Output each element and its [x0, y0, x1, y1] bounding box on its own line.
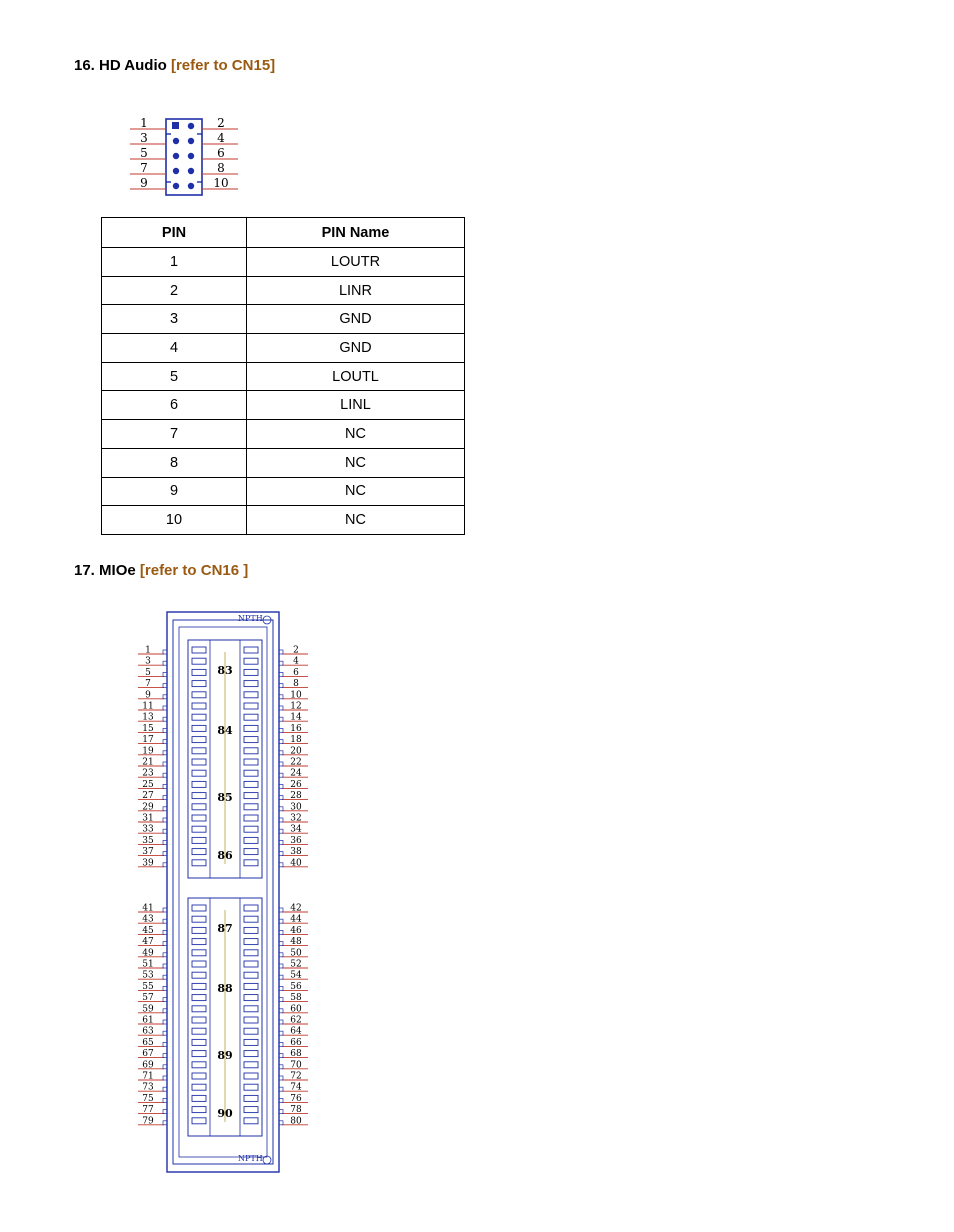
pin-1-square — [172, 122, 179, 129]
pin-label-left: 33 — [142, 824, 154, 835]
pin-name: NC — [247, 448, 465, 477]
pin-dot — [173, 183, 179, 189]
pin-tooth — [192, 916, 206, 922]
pin-label-left: 1 — [145, 645, 151, 656]
pin-label-left: 55 — [142, 981, 154, 992]
pin-label-left: 59 — [142, 1004, 154, 1015]
pin-label-left: 75 — [142, 1093, 154, 1104]
pin-label-left: 9 — [145, 690, 151, 701]
pin-tooth — [192, 950, 206, 956]
pin-label-right: 4 — [217, 131, 225, 145]
table-row — [102, 420, 465, 449]
pin-tooth — [192, 815, 206, 821]
pin-tooth — [192, 1051, 206, 1057]
pin-label-right: 54 — [290, 970, 302, 981]
pin-label-left: 49 — [142, 948, 154, 959]
pin-label-right: 74 — [290, 1082, 302, 1093]
pin-tooth — [192, 669, 206, 675]
pin-tooth — [244, 939, 258, 945]
pin-label-right: 4 — [293, 656, 299, 667]
pin-tooth — [244, 916, 258, 922]
pin-label-right: 2 — [293, 645, 299, 656]
pin-label-left: 43 — [142, 914, 154, 925]
pin-tooth — [192, 939, 206, 945]
pin-label-left: 13 — [142, 712, 154, 723]
pin-label-left: 11 — [142, 701, 154, 712]
header-pin-name: PIN Name — [247, 218, 465, 248]
pin-label-right: 40 — [290, 858, 302, 869]
pin-label-left: 1 — [140, 116, 148, 130]
pin-label-right: 14 — [290, 712, 302, 723]
pin-tooth — [192, 849, 206, 855]
mioe-connector-diagram — [130, 605, 320, 1177]
header-pin: PIN — [102, 218, 247, 248]
pin-tooth — [244, 1006, 258, 1012]
pin-label-right: 22 — [290, 757, 302, 768]
pin-tooth — [244, 681, 258, 687]
pin-tooth — [192, 759, 206, 765]
table-row — [102, 477, 465, 506]
pin-label-left: 37 — [142, 847, 154, 858]
pin-name: NC — [247, 420, 465, 449]
table-row — [102, 448, 465, 477]
pin-tooth — [192, 905, 206, 911]
pin-label-left: 61 — [142, 1015, 154, 1026]
pin-label-left: 65 — [142, 1037, 154, 1048]
center-pin-label: 86 — [217, 849, 233, 862]
pin-label-left: 3 — [140, 131, 148, 145]
pin-tooth — [192, 725, 206, 731]
pin-tooth — [244, 781, 258, 787]
table-header-row — [102, 218, 465, 248]
pin-tooth — [192, 647, 206, 653]
pin-tooth — [244, 759, 258, 765]
table-row — [102, 391, 465, 420]
pin-label-left: 69 — [142, 1060, 154, 1071]
center-pin-label: 83 — [217, 664, 233, 677]
pin-tooth — [244, 658, 258, 664]
pin-tooth — [192, 658, 206, 664]
section-17-title: MIOe — [99, 562, 136, 579]
pin-label-left: 63 — [142, 1026, 154, 1037]
pin-number: 10 — [102, 506, 247, 535]
pin-tooth — [192, 1028, 206, 1034]
pin-label-right: 78 — [290, 1105, 302, 1116]
pin-label-left: 5 — [140, 146, 148, 160]
pin-dot — [173, 168, 179, 174]
pin-tooth — [192, 927, 206, 933]
pin-label-right: 60 — [290, 1004, 302, 1015]
pin-label-right: 52 — [290, 959, 302, 970]
pin-tooth — [192, 1062, 206, 1068]
pin-name: NC — [247, 477, 465, 506]
pin-tooth — [244, 815, 258, 821]
pin-tooth — [192, 860, 206, 866]
pin-tooth — [244, 837, 258, 843]
pin-label-left: 51 — [142, 959, 154, 970]
pin-tooth — [244, 804, 258, 810]
pin-tooth — [244, 714, 258, 720]
pin-tooth — [192, 995, 206, 1001]
pin-name: GND — [247, 334, 465, 363]
pin-label-right: 58 — [290, 993, 302, 1004]
section-16-number: 16. — [74, 57, 95, 74]
pin-dot — [173, 153, 179, 159]
pin-tooth — [192, 748, 206, 754]
table-row — [102, 506, 465, 535]
pin-tooth — [244, 905, 258, 911]
pin-tooth — [244, 737, 258, 743]
pin-label-left: 39 — [142, 858, 154, 869]
pin-number: 6 — [102, 391, 247, 420]
pin-number: 8 — [102, 448, 247, 477]
pin-tooth — [244, 692, 258, 698]
pin-label-left: 71 — [142, 1071, 154, 1082]
center-pin-label: 85 — [217, 791, 233, 804]
pin-label-right: 28 — [290, 791, 302, 802]
pin-label-right: 6 — [217, 146, 225, 160]
pin-label-left: 53 — [142, 970, 154, 981]
pin-tooth — [192, 703, 206, 709]
section-16-ref: [refer to CN15] — [170, 57, 276, 74]
pin-label-right: 20 — [290, 746, 302, 757]
pin-tooth — [244, 995, 258, 1001]
table-row — [102, 334, 465, 363]
table-row — [102, 276, 465, 305]
pin-name: LOUTL — [247, 362, 465, 391]
pin-number: 1 — [102, 248, 247, 277]
table-row — [102, 248, 465, 277]
pin-tooth — [244, 647, 258, 653]
pin-label-left: 29 — [142, 802, 154, 813]
pin-tooth — [244, 793, 258, 799]
pin-tooth — [244, 1107, 258, 1113]
pin-label-right: 50 — [290, 948, 302, 959]
pin-label-left: 31 — [142, 813, 154, 824]
section-17-ref: [refer to CN16 ] — [139, 562, 249, 579]
pin-label-right: 30 — [290, 802, 302, 813]
pin-label-left: 57 — [142, 993, 154, 1004]
pin-label-left: 79 — [142, 1116, 154, 1127]
center-pin-label: 89 — [217, 1049, 233, 1062]
pin-dot — [188, 138, 194, 144]
pin-tooth — [244, 961, 258, 967]
pin-tooth — [244, 860, 258, 866]
pin-name: GND — [247, 305, 465, 334]
pin-tooth — [192, 1118, 206, 1124]
pin-label-left: 7 — [145, 679, 151, 690]
pin-label-right: 42 — [290, 903, 302, 914]
pin-tooth — [244, 770, 258, 776]
pin-dot — [173, 138, 179, 144]
pin-tooth — [192, 681, 206, 687]
connector-body — [166, 119, 202, 195]
pin-tooth — [192, 793, 206, 799]
pin-name: LOUTR — [247, 248, 465, 277]
pin-tooth — [192, 1095, 206, 1101]
center-pin-label: 84 — [217, 724, 233, 737]
pin-tooth — [244, 1118, 258, 1124]
pin-label-left: 45 — [142, 925, 154, 936]
pin-label-right: 66 — [290, 1037, 302, 1048]
section-16-title: HD Audio — [99, 57, 167, 74]
pin-label-right: 80 — [290, 1116, 302, 1127]
pin-tooth — [244, 1062, 258, 1068]
pin-label-left: 27 — [142, 791, 154, 802]
pin-label-left: 19 — [142, 746, 154, 757]
pin-label-right: 46 — [290, 925, 302, 936]
npth-label-top: NPTH — [238, 614, 263, 623]
pin-dot — [188, 168, 194, 174]
pin-label-right: 34 — [290, 824, 302, 835]
pin-tooth — [192, 983, 206, 989]
pin-label-left: 9 — [140, 176, 148, 190]
center-pin-label: 87 — [217, 922, 233, 935]
pin-tooth — [244, 725, 258, 731]
pin-label-right: 64 — [290, 1026, 302, 1037]
pin-label-right: 70 — [290, 1060, 302, 1071]
pin-tooth — [192, 1084, 206, 1090]
pin-label-right: 76 — [290, 1093, 302, 1104]
pin-tooth — [192, 1039, 206, 1045]
pin-label-right: 6 — [293, 667, 299, 678]
pin-label-right: 26 — [290, 779, 302, 790]
pin-tooth — [244, 1017, 258, 1023]
pin-label-right: 10 — [213, 176, 229, 190]
pin-tooth — [192, 1107, 206, 1113]
pin-number: 4 — [102, 334, 247, 363]
npth-label-bottom: NPTH — [238, 1154, 263, 1163]
pin-label-left: 17 — [142, 735, 154, 746]
pin-tooth — [244, 669, 258, 675]
pin-dot — [188, 153, 194, 159]
hd-audio-pin-table — [101, 217, 465, 535]
section-17-heading — [74, 562, 248, 579]
pin-tooth — [192, 961, 206, 967]
pin-label-right: 62 — [290, 1015, 302, 1026]
pin-tooth — [192, 770, 206, 776]
table-row — [102, 362, 465, 391]
pin-label-left: 5 — [145, 667, 151, 678]
pin-tooth — [244, 983, 258, 989]
pin-tooth — [244, 972, 258, 978]
pin-label-right: 12 — [290, 701, 302, 712]
pin-number: 2 — [102, 276, 247, 305]
pin-tooth — [244, 950, 258, 956]
pin-label-right: 18 — [290, 735, 302, 746]
pin-number: 3 — [102, 305, 247, 334]
table-row — [102, 305, 465, 334]
pin-tooth — [192, 837, 206, 843]
pin-tooth — [192, 737, 206, 743]
pin-tooth — [244, 1051, 258, 1057]
pin-tooth — [192, 972, 206, 978]
pin-label-left: 73 — [142, 1082, 154, 1093]
pin-label-right: 38 — [290, 847, 302, 858]
pin-name: LINR — [247, 276, 465, 305]
pin-label-left: 15 — [142, 723, 154, 734]
pin-tooth — [244, 703, 258, 709]
pin-label-left: 77 — [142, 1105, 154, 1116]
pin-dot — [188, 183, 194, 189]
pin-label-right: 56 — [290, 981, 302, 992]
pin-tooth — [192, 804, 206, 810]
pin-label-right: 32 — [290, 813, 302, 824]
pin-tooth — [192, 781, 206, 787]
pin-label-left: 3 — [145, 656, 151, 667]
pin-label-left: 41 — [142, 903, 154, 914]
pin-tooth — [192, 826, 206, 832]
pin-tooth — [244, 849, 258, 855]
pin-label-left: 7 — [140, 161, 148, 175]
pin-tooth — [192, 1073, 206, 1079]
pin-label-left: 67 — [142, 1049, 154, 1060]
hd-audio-connector-diagram — [124, 106, 244, 198]
pin-label-right: 2 — [217, 116, 225, 130]
pin-dot — [188, 123, 194, 129]
center-pin-label: 90 — [217, 1107, 233, 1120]
pin-label-right: 36 — [290, 835, 302, 846]
pin-label-left: 47 — [142, 937, 154, 948]
pin-number: 7 — [102, 420, 247, 449]
pin-number: 9 — [102, 477, 247, 506]
pin-name: NC — [247, 506, 465, 535]
pin-tooth — [244, 826, 258, 832]
center-pin-label: 88 — [217, 982, 233, 995]
section-17-number: 17. — [74, 562, 95, 579]
pin-label-right: 72 — [290, 1071, 302, 1082]
pin-label-right: 8 — [217, 161, 225, 175]
pin-tooth — [244, 1028, 258, 1034]
pin-label-left: 25 — [142, 779, 154, 790]
pin-tooth — [244, 1084, 258, 1090]
pin-label-left: 35 — [142, 835, 154, 846]
pin-label-right: 44 — [290, 914, 302, 925]
pin-label-right: 68 — [290, 1049, 302, 1060]
pin-name: LINL — [247, 391, 465, 420]
pin-label-right: 48 — [290, 937, 302, 948]
section-16-heading — [74, 57, 275, 74]
pin-tooth — [192, 692, 206, 698]
pin-tooth — [244, 1039, 258, 1045]
pin-tooth — [192, 1017, 206, 1023]
pin-label-right: 8 — [293, 679, 299, 690]
pin-tooth — [244, 748, 258, 754]
pin-label-left: 21 — [142, 757, 154, 768]
pin-tooth — [192, 714, 206, 720]
pin-label-right: 16 — [290, 723, 302, 734]
pin-tooth — [244, 1073, 258, 1079]
pin-label-right: 24 — [290, 768, 302, 779]
pin-label-right: 10 — [290, 690, 302, 701]
pin-tooth — [192, 1006, 206, 1012]
pin-tooth — [244, 927, 258, 933]
pin-number: 5 — [102, 362, 247, 391]
pin-label-left: 23 — [142, 768, 154, 779]
pin-tooth — [244, 1095, 258, 1101]
